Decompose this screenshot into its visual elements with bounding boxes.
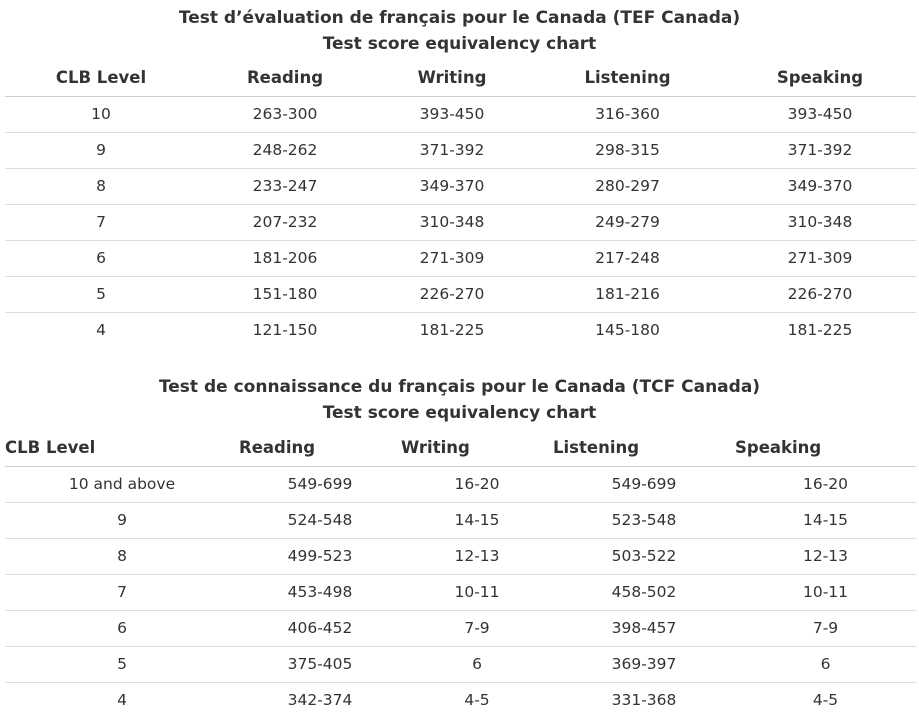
reading-cell: 549-699 (239, 466, 401, 502)
reading-cell: 342-374 (287, 691, 353, 710)
reading-cell: 406-452 (239, 610, 401, 646)
reading-cell: 524-548 (239, 502, 401, 538)
reading-cell: 453-498 (239, 574, 401, 610)
table-row (5, 168, 916, 204)
column-header-speaking: Speaking (724, 60, 916, 96)
reading-cell: 499-523 (239, 538, 401, 574)
speaking-cell: 7-9 (735, 610, 916, 646)
reading-cell: 248-262 (197, 132, 373, 168)
writing-cell: 16-20 (401, 466, 553, 502)
writing-cell: 181-225 (419, 321, 485, 340)
writing-cell: 4-5 (464, 691, 490, 710)
speaking-cell: 371-392 (724, 132, 916, 168)
listening-cell: 217-248 (531, 240, 724, 276)
table-row (5, 312, 916, 348)
table-row (5, 538, 916, 574)
writing-cell: 12-13 (401, 538, 553, 574)
clb-level-cell: 4 (96, 321, 106, 340)
reading-cell: 121-150 (252, 321, 318, 340)
listening-cell: 503-522 (553, 538, 735, 574)
tcf-table-caption (0, 374, 919, 426)
table-row (5, 240, 916, 276)
tcf-title: Test de connaissance du français pour le Canada (TCF Canada) (158, 377, 761, 397)
listening-cell: 369-397 (553, 646, 735, 682)
column-header-listening: Listening (531, 60, 724, 96)
table-row (5, 646, 916, 682)
table-row (5, 276, 916, 312)
clb-level-cell: 9 (5, 502, 239, 538)
reading-cell: 375-405 (239, 646, 401, 682)
writing-cell: 10-11 (401, 574, 553, 610)
speaking-cell: 6 (735, 646, 916, 682)
writing-cell: 271-309 (373, 240, 531, 276)
clb-level-cell: 6 (5, 610, 239, 646)
table-row (5, 204, 916, 240)
table-row (5, 466, 916, 502)
writing-cell: 371-392 (373, 132, 531, 168)
listening-cell: 280-297 (531, 168, 724, 204)
reading-cell: 233-247 (197, 168, 373, 204)
clb-level-cell: 7 (5, 574, 239, 610)
column-header-writing: Writing (401, 430, 553, 466)
listening-cell: 298-315 (531, 132, 724, 168)
writing-cell: 14-15 (401, 502, 553, 538)
speaking-cell: 393-450 (724, 96, 916, 132)
clb-level-cell: 6 (5, 240, 197, 276)
listening-cell: 249-279 (531, 204, 724, 240)
listening-cell: 398-457 (553, 610, 735, 646)
listening-cell: 145-180 (595, 321, 660, 340)
listening-cell: 316-360 (531, 96, 724, 132)
writing-cell: 310-348 (373, 204, 531, 240)
writing-cell: 226-270 (373, 276, 531, 312)
table-row (5, 96, 916, 132)
table-row (5, 610, 916, 646)
listening-cell: 549-699 (553, 466, 735, 502)
tcf-equivalency-table (5, 430, 916, 717)
clb-level-cell: 5 (5, 276, 197, 312)
speaking-cell: 349-370 (724, 168, 916, 204)
speaking-cell: 181-225 (787, 321, 853, 340)
clb-level-cell: 10 and above (5, 466, 239, 502)
column-header-clb-level: CLB Level (5, 430, 239, 466)
table-row (5, 502, 916, 538)
column-header-writing: Writing (373, 60, 531, 96)
table-row (5, 682, 916, 717)
clb-level-cell: 7 (5, 204, 197, 240)
column-header-clb-level: CLB Level (5, 60, 197, 96)
clb-level-cell: 9 (5, 132, 197, 168)
reading-cell: 181-206 (197, 240, 373, 276)
speaking-cell: 271-309 (724, 240, 916, 276)
column-header-speaking: Speaking (735, 430, 916, 466)
clb-level-cell: 4 (117, 691, 127, 710)
speaking-cell: 226-270 (724, 276, 916, 312)
column-header-reading: Reading (197, 60, 373, 96)
speaking-cell: 14-15 (735, 502, 916, 538)
reading-cell: 151-180 (197, 276, 373, 312)
reading-cell: 207-232 (197, 204, 373, 240)
clb-level-cell: 10 (5, 96, 197, 132)
listening-cell: 181-216 (531, 276, 724, 312)
listening-cell: 523-548 (553, 502, 735, 538)
table-row (5, 132, 916, 168)
writing-cell: 6 (401, 646, 553, 682)
column-header-reading: Reading (239, 430, 401, 466)
column-header-listening: Listening (553, 430, 735, 466)
speaking-cell: 16-20 (735, 466, 916, 502)
speaking-cell: 4-5 (812, 691, 839, 710)
speaking-cell: 310-348 (724, 204, 916, 240)
tef-equivalency-table (5, 60, 916, 348)
tef-title: Test d’évaluation de français pour le Canada (TEF Canada) (178, 8, 741, 28)
speaking-cell: 10-11 (735, 574, 916, 610)
writing-cell: 7-9 (401, 610, 553, 646)
clb-level-cell: 5 (5, 646, 239, 682)
clb-level-cell: 8 (5, 538, 239, 574)
reading-cell: 263-300 (197, 96, 373, 132)
listening-cell: 458-502 (553, 574, 735, 610)
listening-cell: 331-368 (611, 691, 677, 710)
tef-table-caption (0, 5, 919, 57)
writing-cell: 393-450 (373, 96, 531, 132)
writing-cell: 349-370 (373, 168, 531, 204)
clb-level-cell: 8 (5, 168, 197, 204)
tcf-subtitle: Test score equivalency chart (322, 403, 597, 423)
table-header-row (5, 60, 916, 96)
tef-subtitle: Test score equivalency chart (322, 34, 597, 54)
table-header-row (5, 430, 916, 466)
table-row (5, 574, 916, 610)
speaking-cell: 12-13 (735, 538, 916, 574)
